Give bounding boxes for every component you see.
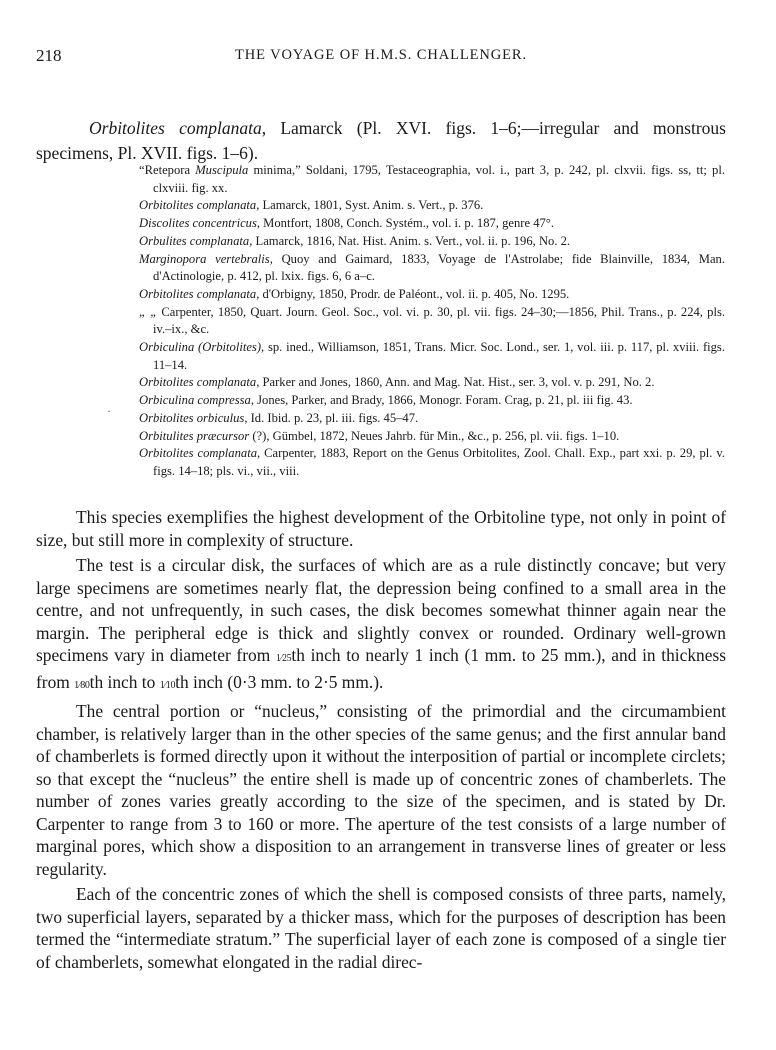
page-number: 218	[36, 46, 62, 65]
synonymy-entry	[139, 215, 725, 233]
citation-text: , Lamarck, 1801, Syst. Anim. s. Vert., p. 376.	[256, 198, 484, 213]
taxon-name: Orbiculina compressa	[139, 393, 251, 408]
synonymy-entry	[139, 251, 725, 286]
body-text	[36, 506, 726, 976]
taxon-name: Orbitolites complanata	[139, 198, 257, 213]
running-title: THE VOYAGE OF H.M.S. CHALLENGER.	[235, 47, 527, 63]
fraction: 1⁄25	[275, 653, 292, 664]
page-header	[36, 46, 726, 70]
synonymy-entry	[139, 304, 725, 339]
synonymy-entry	[139, 428, 725, 446]
citation-text: minima,” Soldani, 1795, Testaceographia, vol. i., part 3, p. 242, pl. clxvii. figs. ss, tt; pl. clxviii. fig. xx.	[153, 163, 725, 195]
citation-text: , Montfort, 1808, Conch. Systém., vol. i. p. 187, genre 47°.	[256, 216, 554, 231]
synonymy-entry	[139, 410, 725, 428]
taxon-name: Orbiculina (Orbitolites)	[139, 340, 262, 355]
synonymy-entry	[139, 445, 725, 480]
citation-text: “Retepora	[139, 163, 196, 177]
species-name: Orbitolites complanata	[89, 117, 262, 138]
synonymy-entry	[139, 339, 725, 374]
text-run: th inch (0·3 mm. to 2·5 mm.).	[175, 671, 384, 692]
taxon-name: „ „	[139, 304, 158, 319]
text-run: th inch to nearly 1 inch (1 mm. to 25 mm.), and in thickness from	[36, 645, 726, 692]
taxon-name: Orbitolites complanata	[139, 375, 257, 390]
citation-text: , Quoy and Gaimard, 1833, Voyage de l'Astrolabe; fide Blainville, 1834, Man. d'Actinologie, p. 412, pl. lxix. figs. 6, 6 a–c.	[153, 251, 725, 284]
synonymy-entry	[139, 392, 725, 410]
fraction: 1⁄10	[159, 679, 176, 691]
fraction: 1⁄80	[74, 679, 90, 691]
synonymy-entry	[139, 233, 725, 251]
paragraph	[36, 554, 726, 697]
species-plate-reference: , Lamarck (Pl. XVI. figs. 1–6;—irregular and monstrous specimens, Pl. XVII. figs. 1–6).	[36, 117, 726, 163]
synonymy-entry	[139, 162, 725, 197]
citation-text: , Id. Ibid. p. 23, pl. iii. figs. 45–47.	[244, 410, 419, 425]
taxon-name: Orbitolites complanata	[139, 286, 257, 301]
taxon-name: Marginopora vertebralis	[139, 251, 270, 266]
citation-text: , Jones, Parker, and Brady, 1866, Monogr. Foram. Crag, p. 21, pl. iii fig. 43.	[250, 393, 633, 408]
citation-text: , sp. ined., Williamson, 1851, Trans. Micr. Soc. Lond., ser. 1, vol. iii. p. 117, pl. xviii. figs. 11–14.	[153, 340, 725, 372]
synonymy-entry	[139, 286, 725, 304]
synonymy-entry	[139, 197, 725, 215]
citation-text: , Parker and Jones, 1860, Ann. and Mag. Nat. Hist., ser. 3, vol. v. p. 291, No. 2.	[256, 375, 655, 390]
taxon-name: Orbitolites complanata	[139, 446, 257, 461]
citation-text: Carpenter, 1850, Quart. Journ. Geol. Soc., vol. vi. p. 30, pl. vii. figs. 24–30;—1856, Phil. Trans., p. 224, pls. iv.–ix., &c.	[153, 304, 725, 337]
margin-mark: ·	[107, 404, 111, 418]
paragraph: The central portion or “nucleus,” consisting of the primordial and the circumambient chamber, is relatively larger than in the other species of the same genus; and the first annular band of chamberlets is formed directly upon it without the interposition of partial or incomplete circlets; so that except the “nucleus” the entire shell is made up of concentric zones of chamberlets. The number of zones varies greatly according to the size of the specimen, and is stated by Dr. Carpenter to range from 3 to 160 or more. The aperture of the test consists of a large number of marginal pores, which show a disposition to an arrangement in transverse lines of greater or less regularity.	[36, 701, 726, 879]
species-heading	[36, 116, 726, 166]
synonymy-list	[139, 162, 725, 481]
text-run: The test is a circular disk, the surfaces of which are as a rule distinctly concave; but very large specimens are sometimes nearly flat, the depression being confined to a small area in the centre, and not unfrequently, in such cases, the disk becomes somewhat thinner again near the margin. The peripheral edge is thick and slightly convex or rounded. Ordinary well-grown specimens vary in diameter from	[36, 555, 726, 665]
taxon-name: Orbitolites orbiculus	[139, 410, 245, 425]
paragraph: Each of the concentric zones of which the shell is composed consists of three parts, namely, two superficial layers, separated by a thicker mass, which for the purposes of description has been termed the “intermediate stratum.” The superficial layer of each zone is composed of a single tier of chamberlets, somewhat elongated in the radial direc-	[36, 884, 726, 972]
citation-text: , d'Orbigny, 1850, Prodr. de Paléont., vol. ii. p. 405, No. 1295.	[256, 286, 570, 301]
citation-text: , Carpenter, 1883, Report on the Genus Orbitolites, Zool. Chall. Exp., part xxi. p. 29, pl. v. figs. 14–18; pls. vi., vii., viii.	[153, 446, 726, 478]
citation-text: (?), Gümbel, 1872, Neues Jahrb. für Min., &c., p. 256, pl. vii. figs. 1–10.	[249, 428, 620, 443]
taxon-name: Orbulites complanata	[139, 233, 250, 248]
citation-text: , Lamarck, 1816, Nat. Hist. Anim. s. Vert., vol. ii. p. 196, No. 2.	[249, 233, 571, 248]
taxon-name: Discolites concentricus	[139, 216, 257, 231]
synonymy-entry	[139, 374, 725, 392]
taxon-name: Muscipula	[195, 163, 249, 177]
paragraph: This species exemplifies the highest development of the Orbitoline type, not only in point of size, but still more in complexity of structure.	[36, 507, 726, 550]
text-run: th inch to	[89, 671, 160, 692]
taxon-name: Orbitulites præcursor	[139, 428, 250, 443]
